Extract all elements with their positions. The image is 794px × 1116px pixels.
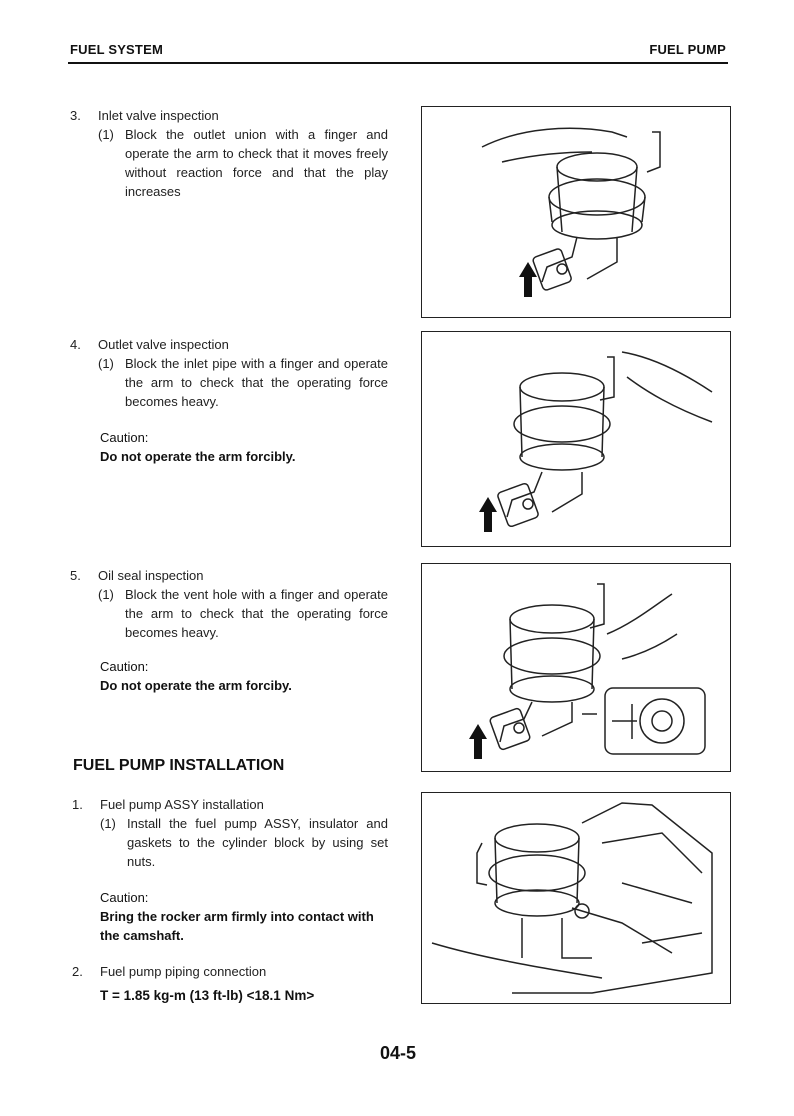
step-title: Fuel pump ASSY installation [100,797,264,812]
cylinder-block-outline [512,803,712,993]
header-topic-title: FUEL PUMP [649,42,726,57]
substep-text: Block the inlet pipe with a finger and operate the arm to check that the operating force becomes heavy. [125,356,388,409]
substep [98,354,388,411]
substep-number: (1) [100,816,116,831]
substep-number: (1) [98,127,114,142]
inlet-pipe [600,357,614,400]
fuel-pump-illustration [422,564,730,771]
pump-cap [557,153,637,181]
vent-hole-icon [640,699,684,743]
pump-body [504,638,600,674]
step-number: 4. [70,337,81,352]
hand-outline [622,352,712,422]
substep-number: (1) [98,356,114,371]
pump-installation-figure [421,792,731,1004]
caution-note [100,428,390,466]
step-piping-connection [72,962,388,981]
substep-text: Block the outlet union with a finger and operate the arm to check that it moves freely without reaction force and that the play increases [125,127,388,199]
pump-body [514,406,610,442]
up-arrow-icon [469,724,487,759]
cylinder-block-illustration [422,793,730,1003]
inlet-valve-figure [421,106,731,318]
substep-text: Install the fuel pump ASSY, insulator and gaskets to the cylinder block by using set nuts. [127,816,388,869]
fuel-pump-illustration [422,107,730,317]
step-title: Inlet valve inspection [98,108,219,123]
step-outlet-valve [70,335,388,411]
page-number: 04-5 [380,1043,417,1063]
step-oil-seal [70,566,388,642]
pump-cap [520,373,604,401]
hand-outline [607,594,677,659]
oil-seal-figure [421,563,731,772]
up-arrow-icon [519,262,537,297]
caution-label: Caution: [100,430,149,445]
outlet-pipe [590,584,604,628]
step-number: 5. [70,568,81,583]
outlet-pipe [647,132,660,172]
fuel-pump-illustration [422,332,730,546]
caution-note [100,888,390,945]
up-arrow-icon [479,497,497,532]
step-title: Fuel pump piping connection [100,964,267,979]
caution-label: Caution: [100,890,149,905]
pump-cap [495,824,579,852]
substep [98,585,388,642]
pump-cap [510,605,594,633]
step-number: 1. [72,797,83,812]
outlet-valve-figure [421,331,731,547]
substep-number: (1) [98,587,114,602]
step-inlet-valve [70,106,388,201]
step-number: 2. [72,964,83,979]
hand-outline [482,128,627,147]
substep [98,125,388,201]
step-pump-assy-installation [72,795,388,871]
inlet-pipe [477,843,487,885]
caution-text: Bring the rocker arm firmly into contact with the camshaft. [100,909,374,943]
torque-spec: T = 1.85 kg-m (13 ft-lb) <18.1 Nm> [100,988,315,1003]
header-section-title: FUEL SYSTEM [70,42,163,57]
substep-text: Block the vent hole with a finger and operate the arm to check that the operating force becomes heavy. [125,587,388,640]
step-title: Outlet valve inspection [98,337,229,352]
caution-label: Caution: [100,659,149,674]
caution-text: Do not operate the arm forcibly. [100,449,296,464]
header-rule [68,62,728,64]
caution-note [100,657,390,695]
caution-text: Do not operate the arm forciby. [100,678,292,693]
section-title: FUEL PUMP INSTALLATION [73,757,285,774]
pump-body [489,855,585,891]
substep [100,814,388,871]
step-title: Oil seal inspection [98,568,204,583]
pump-body [549,179,645,215]
step-number: 3. [70,108,81,123]
